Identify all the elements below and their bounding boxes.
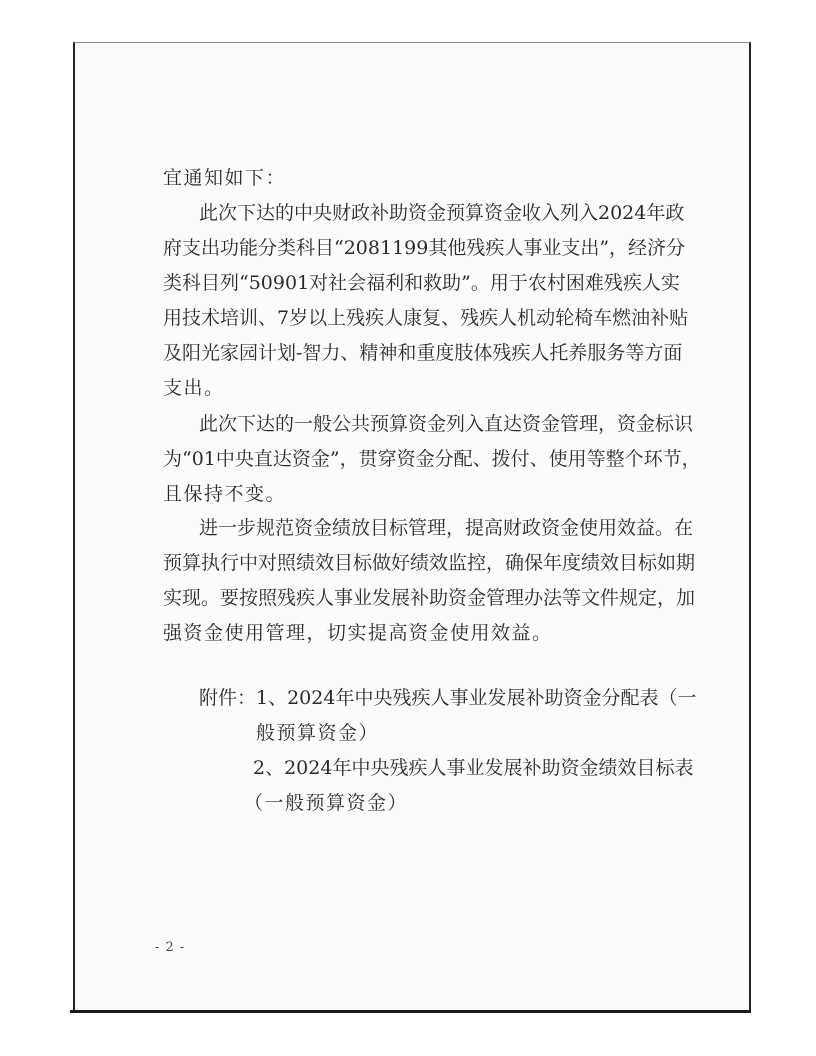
- text-line: 预算执行中对照绩效目标做好绩效监控，确保年度绩效目标如期: [163, 552, 696, 574]
- page-number: - 2 -: [155, 940, 186, 955]
- page-bottom-edge: [70, 1010, 750, 1013]
- text-line: 府支出功能分类科目“2081199其他残疾人事业支出”，经济分: [163, 237, 686, 259]
- text-line: 强资金使用管理，切实提高资金使用效益。: [163, 622, 553, 644]
- text-line: 且保持不变。: [163, 483, 287, 505]
- text-line: 用技术培训、7岁以上残疾人康复、残疾人机动轮椅车燃油补贴: [163, 307, 689, 329]
- text-line: 进一步规范资金绩放目标管理，提高财政资金使用效益。在: [199, 517, 694, 539]
- text-line: 类科目列“50901对社会福利和救助”。用于农村困难残疾人实: [163, 272, 680, 294]
- text-line: 此次下达的中央财政补助资金预算资金收入列入2024年政: [199, 202, 685, 224]
- attachment-line: 般预算资金）: [256, 722, 380, 744]
- text-line: 此次下达的一般公共预算资金列入直达资金管理，资金标识: [199, 413, 694, 435]
- text-line: 实现。要按照残疾人事业发展补助资金管理办法等文件规定，加: [163, 587, 696, 609]
- text-line: 为“01中央直达资金”，贯穿资金分配、拨付、使用等整个环节，: [163, 448, 701, 470]
- attachment-line: （一般预算资金）: [244, 792, 409, 814]
- text-line: 及阳光家园计划-智力、精神和重度肢体残疾人托养服务等方面: [163, 342, 683, 364]
- attachment-line: 2、2024年中央残疾人事业发展补助资金绩效目标表: [253, 757, 694, 779]
- attachment-line: 附件：1、2024年中央残疾人事业发展补助资金分配表（一: [199, 687, 697, 709]
- text-line: 宜通知如下：: [163, 167, 287, 189]
- text-line: 支出。: [163, 377, 225, 399]
